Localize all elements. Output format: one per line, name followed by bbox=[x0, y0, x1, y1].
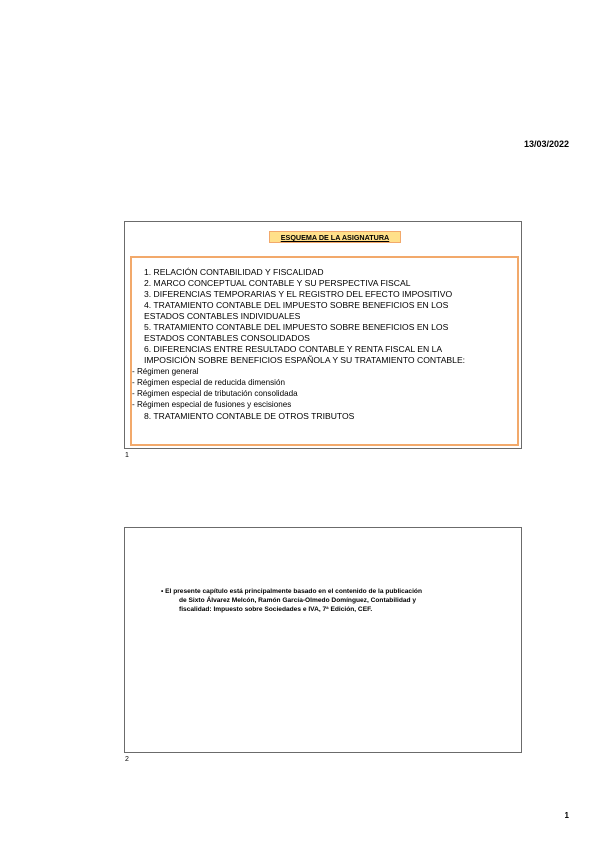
outline-subitem: - Régimen especial de reducida dimensión bbox=[132, 378, 285, 387]
outline-subitem: - Régimen general bbox=[132, 367, 199, 376]
outline-item: 6. DIFERENCIAS ENTRE RESULTADO CONTABLE Y RENTA FISCAL EN LA bbox=[144, 344, 443, 354]
slide-number: 2 bbox=[125, 756, 129, 763]
outline-item: 8. TRATAMIENTO CONTABLE DE OTROS TRIBUTOS bbox=[144, 411, 355, 421]
slide-number: 1 bbox=[125, 452, 129, 459]
slide-1 bbox=[124, 221, 522, 449]
document-date: 13/03/2022 bbox=[523, 139, 569, 149]
bullet-paragraph bbox=[161, 587, 491, 614]
outline-item: 1. RELACIÓN CONTABILIDAD Y FISCALIDAD bbox=[144, 267, 324, 277]
outline-item: 5. TRATAMIENTO CONTABLE DEL IMPUESTO SOBRE BENEFICIOS EN LOS bbox=[144, 322, 449, 332]
outline-item: ESTADOS CONTABLES CONSOLIDADOS bbox=[144, 333, 310, 343]
outline-item: IMPOSICIÓN SOBRE BENEFICIOS ESPAÑOLA Y SU TRATAMIENTO CONTABLE: bbox=[144, 355, 466, 365]
outline-item: 2. MARCO CONCEPTUAL CONTABLE Y SU PERSPECTIVA FISCAL bbox=[144, 278, 411, 288]
page-number: 1 bbox=[564, 811, 569, 820]
slide-2 bbox=[124, 527, 522, 753]
slide-heading: ESQUEMA DE LA ASIGNATURA bbox=[269, 231, 401, 243]
outline-item: ESTADOS CONTABLES INDIVIDUALES bbox=[144, 311, 301, 321]
outline-item: 4. TRATAMIENTO CONTABLE DEL IMPUESTO SOBRE BENEFICIOS EN LOS bbox=[144, 300, 449, 310]
bullet-line: • El presente capítulo está principalmente basado en el contenido de la publicación bbox=[161, 588, 422, 595]
bullet-line: fiscalidad: Impuesto sobre Sociedades e IVA, 7ª Edición, CEF. bbox=[179, 606, 373, 613]
outline-subitem: - Régimen especial de fusiones y escisiones bbox=[132, 400, 292, 409]
outline-item: 3. DIFERENCIAS TEMPORARIAS Y EL REGISTRO DEL EFECTO IMPOSITIVO bbox=[144, 289, 453, 299]
bullet-line: de Sixto Álvarez Melcón, Ramón García-Olmedo Domínguez, Contabilidad y bbox=[179, 597, 417, 604]
outline-box bbox=[130, 256, 519, 446]
outline-subitem: - Régimen especial de tributación consolidada bbox=[132, 389, 298, 398]
